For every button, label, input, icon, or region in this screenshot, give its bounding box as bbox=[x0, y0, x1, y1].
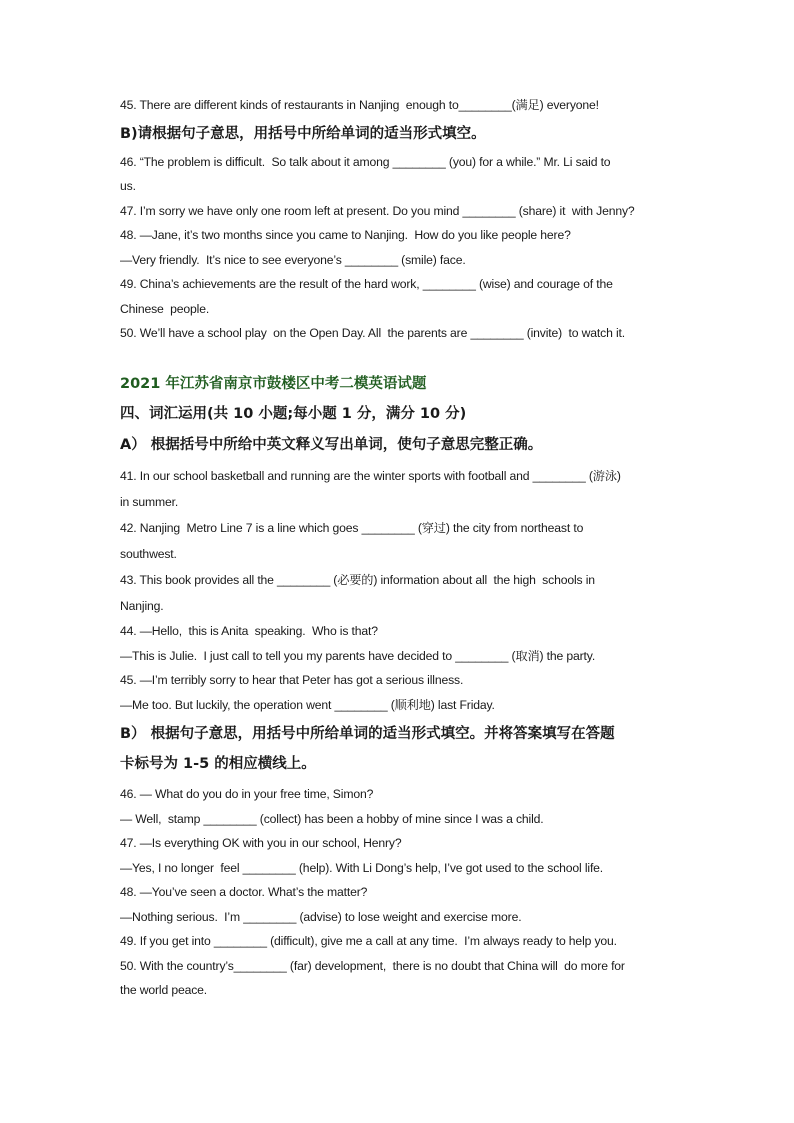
question-44-line-2: —This is Julie. I just call to tell you my parents have decided to ________ (取消) the party. bbox=[120, 648, 596, 663]
section-heading-b: B)请根据句子意思，用括号中所给单词的适当形式填空。 bbox=[120, 125, 486, 142]
question-45-line-1: 45. —I’m terribly sorry to hear that Peter has got a serious illness. bbox=[120, 673, 464, 687]
question-45-line-2: —Me too. But luckily, the operation went ________ (顺利地) last Friday. bbox=[120, 697, 495, 712]
question-48-line-1: 48. —Jane, it’s two months since you came to Nanjing. How do you like people here? bbox=[120, 228, 571, 242]
question-48-line-1: 48. —You’ve seen a doctor. What’s the matter? bbox=[120, 885, 368, 899]
question-44-line-1: 44. —Hello, this is Anita speaking. Who is that? bbox=[120, 624, 378, 638]
question-42-line-1: 42. Nanjing Metro Line 7 is a line which goes ________ (穿过) the city from northeast to bbox=[120, 521, 584, 535]
section-1 bbox=[120, 93, 680, 346]
section-heading-b-line-2: 卡标号为 1-5 的相应横线上。 bbox=[120, 756, 316, 772]
question-50-line-2: the world peace. bbox=[120, 983, 208, 997]
question-42-line-2: southwest. bbox=[120, 547, 177, 561]
section-heading-a: A） 根据括号中所给中英文释义写出单词，使句子意思完整正确。 bbox=[120, 437, 543, 453]
question-41-line-2: in summer. bbox=[120, 495, 179, 509]
question-46-line-2: us. bbox=[120, 179, 136, 193]
question-46-line-1: 46. “The problem is difficult. So talk about it among ________ (you) for a while.” Mr. Li said to bbox=[120, 154, 611, 169]
question-47: 47. I’m sorry we have only one room left at present. Do you mind ________ (share) it with Jenny? bbox=[120, 203, 635, 218]
question-49-line-2: Chinese people. bbox=[120, 301, 210, 316]
question-45: 45. There are different kinds of restaurants in Nanjing enough to________(满足) everyone! bbox=[120, 98, 599, 112]
section-heading-b-line-1: B） 根据句子意思，用括号中所给单词的适当形式填空。并将答案填写在答题 bbox=[120, 726, 615, 742]
section-2 bbox=[120, 370, 680, 1003]
question-46-line-2: — Well, stamp ________ (collect) has been a hobby of mine since I was a child. bbox=[120, 811, 544, 826]
question-48-line-2: —Very friendly. It’s nice to see everyone’s ________ (smile) face. bbox=[120, 252, 466, 267]
question-50: 50. We’ll have a school play on the Open Day. All the parents are ________ (invite) to watch it. bbox=[120, 326, 625, 340]
question-41-line-1: 41. In our school basketball and running are the winter sports with football and ________ (游泳) bbox=[120, 469, 621, 483]
question-43-line-1: 43. This book provides all the ________ (必要的) information about all the high schools in bbox=[120, 573, 595, 587]
question-47-line-2: —Yes, I no longer feel ________ (help). With Li Dong’s help, I’ve got used to the school life. bbox=[120, 860, 604, 875]
question-48-line-2: —Nothing serious. I’m ________ (advise) to lose weight and exercise more. bbox=[120, 909, 522, 924]
question-46-line-1: 46. — What do you do in your free time, Simon? bbox=[120, 787, 374, 801]
question-49-line-1: 49. China’s achievements are the result of the hard work, ________ (wise) and courage of the bbox=[120, 277, 613, 291]
exam-title: 2021 年江苏省南京市鼓楼区中考二模英语试题 bbox=[120, 376, 427, 392]
question-43-line-2: Nanjing. bbox=[120, 599, 164, 613]
part-heading: 四、词汇运用(共 10 小题;每小题 1 分，满分 10 分) bbox=[120, 406, 467, 422]
question-50-line-1: 50. With the country’s________ (far) development, there is no doubt that China will do more for bbox=[120, 958, 625, 973]
question-49: 49. If you get into ________ (difficult), give me a call at any time. I’m always ready to help you. bbox=[120, 934, 617, 948]
question-47-line-1: 47. —Is everything OK with you in our school, Henry? bbox=[120, 836, 402, 850]
